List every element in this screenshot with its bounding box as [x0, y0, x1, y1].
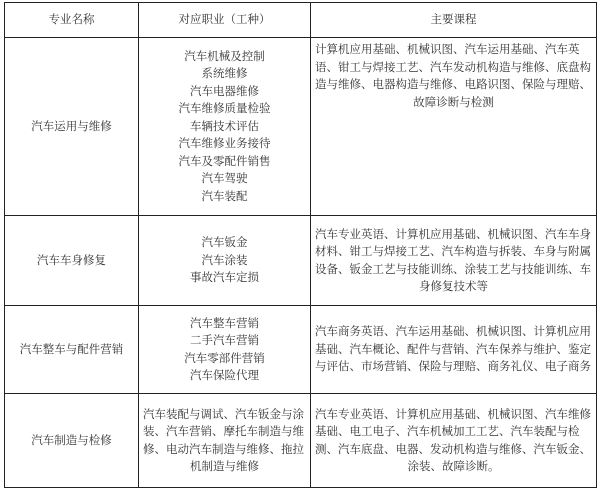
course-line: 材料、钳工与焊接工艺、汽车构造与拆装、车身与附属	[315, 244, 591, 258]
courses-cell	[311, 306, 597, 394]
course-line: 汽车专业英语、计算机应用基础、机械识图、汽车维修	[315, 406, 591, 421]
job-item: 系统维修	[201, 66, 248, 81]
course-line: 造与维修、电器构造与维修、电路识图、保险与理赔、	[315, 77, 591, 91]
courses-cell	[311, 394, 597, 488]
major-name: 汽车运用与维修	[5, 38, 139, 216]
major-name: 汽车制造与检修	[5, 394, 139, 488]
job-line: 装、汽车营销、摩托车制造与维	[143, 424, 304, 438]
course-line: 汽车专业英语、计算机应用基础、机械识图、汽车车身	[315, 226, 591, 241]
job-item: 汽车保险代理	[190, 368, 259, 382]
header-jobs: 对应职业（工种）	[139, 3, 311, 38]
job-item: 汽车钣金	[201, 235, 248, 250]
table-row	[5, 306, 597, 394]
job-item: 车辆技术评估	[190, 118, 259, 133]
jobs-cell	[139, 216, 311, 306]
major-name: 汽车整车与配件营销	[5, 306, 139, 394]
job-item: 汽车驾驶	[201, 171, 248, 186]
course-table-sheet	[4, 2, 596, 486]
course-line: 计算机应用基础、机械识图、汽车运用基础、汽车英	[315, 42, 580, 56]
course-line: 身修复技术等	[419, 279, 488, 293]
jobs-cell	[139, 394, 311, 488]
job-item: 汽车维修业务接待	[178, 136, 271, 151]
job-item: 事故汽车定损	[190, 270, 259, 285]
table-row	[5, 216, 597, 306]
header-courses: 主要课程	[311, 3, 597, 38]
major-course-table	[4, 2, 597, 488]
table-row	[5, 394, 597, 488]
job-item: 汽车零部件营销	[184, 350, 265, 365]
job-item: 汽车电器维修	[190, 83, 259, 98]
table-header-row	[5, 3, 597, 38]
course-line: 设备、钣金工艺与技能训练、涂装工艺与技能训练、车	[315, 261, 591, 276]
job-line: 汽车装配与调试、汽车钣金与涂	[143, 406, 304, 421]
job-item: 汽车机械及控制	[184, 48, 265, 63]
course-line: 基础、电工电子、汽车机械加工工艺、汽车装配与检	[315, 424, 580, 438]
course-line: 语、钳工与焊接工艺、汽车发动机构造与维修、底盘构	[315, 59, 591, 74]
job-line: 机制造与维修	[190, 459, 259, 473]
job-line: 修、电动汽车制造与维修、拖拉	[143, 441, 304, 456]
job-item: 汽车整车营销	[190, 315, 259, 330]
course-line: 基础、汽车概论、配件与营销、汽车保养与维护、鉴定	[315, 341, 591, 356]
course-line: 测、汽车底盘、电器、发动机构造与维修、汽车钣金、	[315, 441, 591, 456]
course-line: 故障诊断与检测	[413, 94, 494, 109]
course-line: 与评估、市场营销、保险与理赔、商务礼仪、电子商务	[315, 359, 591, 374]
job-item: 汽车装配	[201, 188, 248, 203]
courses-cell	[311, 38, 597, 216]
header-major: 专业名称	[5, 3, 139, 38]
jobs-cell	[139, 38, 311, 216]
course-line: 涂装、故障诊断。	[407, 459, 500, 473]
job-item: 汽车维修质量检验	[178, 101, 271, 116]
jobs-cell	[139, 306, 311, 394]
courses-cell	[311, 216, 597, 306]
table-row	[5, 38, 597, 216]
job-item: 二手汽车营销	[190, 333, 259, 347]
course-line: 汽车商务英语、汽车运用基础、机械识图、计算机应用	[315, 324, 591, 339]
major-name: 汽车车身修复	[5, 216, 139, 306]
job-item: 汽车涂装	[201, 252, 248, 267]
job-item: 汽车及零配件销售	[178, 153, 271, 168]
